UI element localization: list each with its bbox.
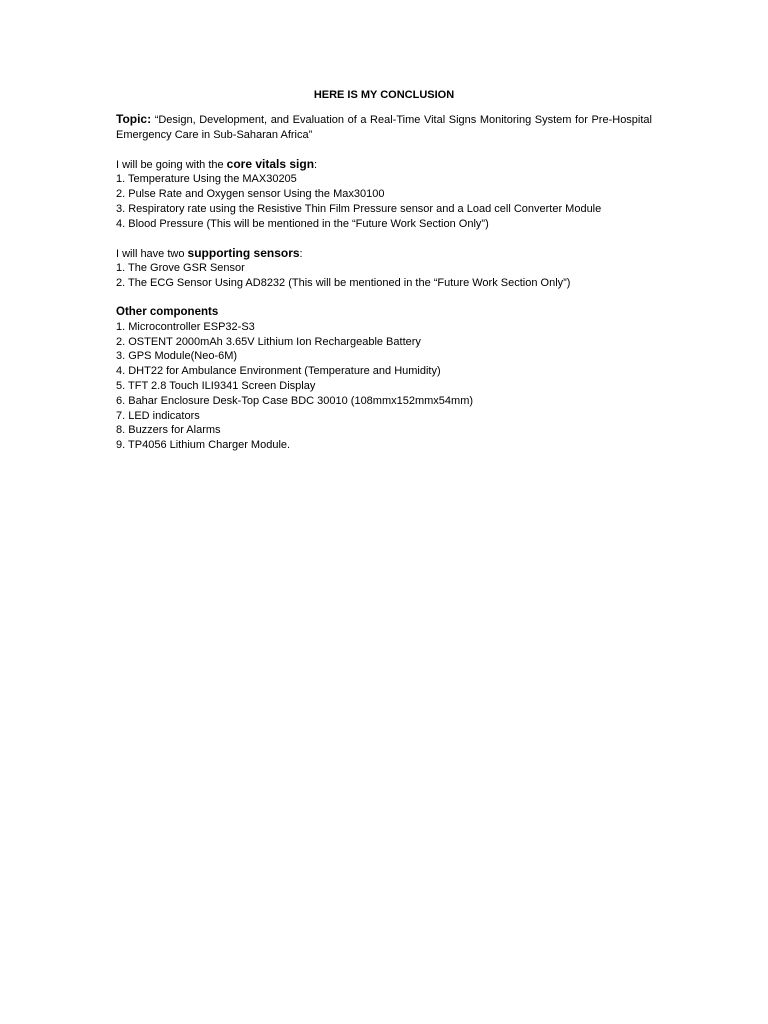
core-vitals-intro bbox=[116, 157, 652, 173]
list-item: 1. Microcontroller ESP32-S3 bbox=[116, 320, 255, 333]
supporting-sensors-intro bbox=[116, 246, 652, 262]
document-title: HERE IS MY CONCLUSION bbox=[313, 89, 455, 101]
list-item: 4. DHT22 for Ambulance Environment (Temperature and Humidity) bbox=[116, 365, 441, 378]
other-components-list bbox=[116, 320, 652, 453]
list-item: 8. Buzzers for Alarms bbox=[116, 424, 221, 437]
list-item: 1. The Grove GSR Sensor bbox=[116, 262, 245, 275]
core-vitals-intro-prefix: I will be going with the bbox=[116, 158, 227, 171]
topic-paragraph bbox=[116, 112, 652, 143]
supporting-sensors-intro-bold: supporting sensors bbox=[187, 245, 300, 260]
other-components-section bbox=[116, 305, 652, 453]
core-vitals-intro-suffix: : bbox=[314, 158, 318, 171]
supporting-sensors-section bbox=[116, 246, 652, 291]
core-vitals-list bbox=[116, 172, 652, 231]
supporting-sensors-intro-prefix: I will have two bbox=[116, 247, 188, 260]
list-item: 1. Temperature Using the MAX30205 bbox=[116, 173, 297, 186]
list-item: 2. OSTENT 2000mAh 3.65V Lithium Ion Rechargeable Battery bbox=[116, 335, 421, 348]
supporting-sensors-list bbox=[116, 261, 652, 291]
list-item: 3. Respiratory rate using the Resistive Thin Film Pressure sensor and a Load cell Converter Module bbox=[116, 202, 602, 215]
list-item: 2. The ECG Sensor Using AD8232 (This will be mentioned in the “Future Work Section Only”) bbox=[116, 277, 571, 290]
document-page bbox=[116, 86, 652, 467]
list-item: 7. LED indicators bbox=[116, 409, 200, 422]
list-item: 5. TFT 2.8 Touch ILI9341 Screen Display bbox=[116, 379, 316, 392]
other-components-heading: Other components bbox=[116, 305, 219, 318]
list-item: 2. Pulse Rate and Oxygen sensor Using the Max30100 bbox=[116, 188, 385, 201]
list-item: 6. Bahar Enclosure Desk-Top Case BDC 30010 (108mmx152mmx54mm) bbox=[116, 394, 474, 407]
list-item: 4. Blood Pressure (This will be mentioned in the “Future Work Section Only”) bbox=[116, 217, 489, 230]
supporting-sensors-intro-suffix: : bbox=[299, 247, 303, 260]
topic-label: Topic: bbox=[116, 112, 152, 126]
core-vitals-section bbox=[116, 157, 652, 232]
topic-text: “Design, Development, and Evaluation of a Real-Time Vital Signs Monitoring System for Pre-Hospital Emergency Care in Sub-Saharan Africa” bbox=[116, 114, 652, 141]
list-item: 3. GPS Module(Neo-6M) bbox=[116, 350, 238, 363]
core-vitals-intro-bold: core vitals sign bbox=[226, 156, 315, 171]
list-item: 9. TP4056 Lithium Charger Module. bbox=[116, 439, 291, 452]
